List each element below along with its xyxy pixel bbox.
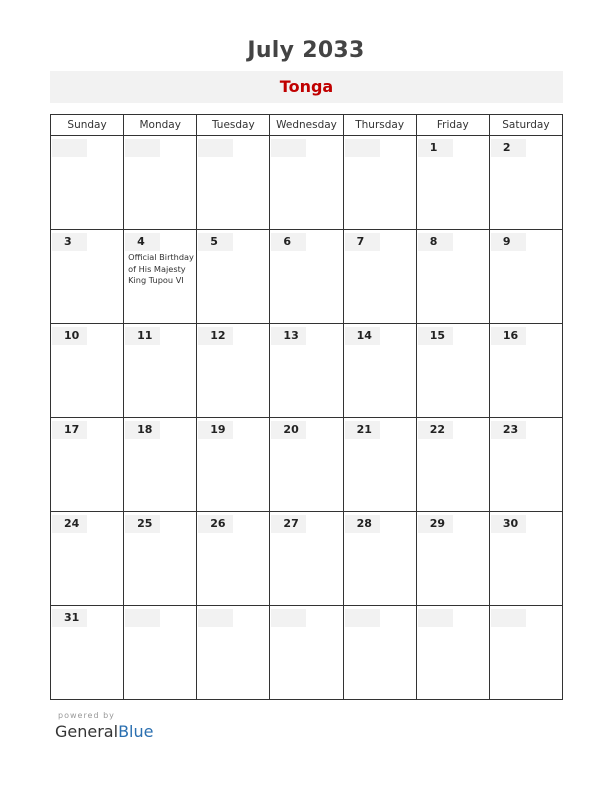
day-number: 9 (491, 233, 526, 251)
day-number (271, 609, 306, 627)
calendar-body (51, 136, 563, 700)
week-row (51, 230, 563, 324)
day-cell (270, 324, 343, 418)
day-cell (124, 418, 197, 512)
day-cell (343, 230, 416, 324)
day-number: 14 (345, 327, 380, 345)
day-number: 15 (418, 327, 453, 345)
day-cell (343, 136, 416, 230)
day-number: 23 (491, 421, 526, 439)
day-cell (197, 606, 270, 700)
day-cell (489, 512, 562, 606)
day-cell (124, 512, 197, 606)
weekday-thursday: Thursday (343, 115, 416, 136)
day-number: 26 (198, 515, 233, 533)
day-cell (197, 230, 270, 324)
day-cell (270, 418, 343, 512)
weekday-monday: Monday (124, 115, 197, 136)
day-cell (416, 136, 489, 230)
day-cell (489, 230, 562, 324)
day-number (198, 609, 233, 627)
day-number: 11 (125, 327, 160, 345)
day-number: 2 (491, 139, 526, 157)
day-number: 28 (345, 515, 380, 533)
day-cell (124, 606, 197, 700)
day-number: 1 (418, 139, 453, 157)
day-number: 4 (125, 233, 160, 251)
day-cell (270, 512, 343, 606)
weekday-wednesday: Wednesday (270, 115, 343, 136)
day-number (271, 139, 306, 157)
day-number: 29 (418, 515, 453, 533)
week-row (51, 606, 563, 700)
brand-logo (55, 722, 153, 741)
day-number: 16 (491, 327, 526, 345)
day-cell (416, 606, 489, 700)
day-cell (343, 606, 416, 700)
day-number: 20 (271, 421, 306, 439)
day-cell (343, 324, 416, 418)
day-number: 3 (52, 233, 87, 251)
day-number: 6 (271, 233, 306, 251)
day-cell (416, 418, 489, 512)
week-row (51, 512, 563, 606)
week-row (51, 324, 563, 418)
day-cell (416, 230, 489, 324)
day-number: 5 (198, 233, 233, 251)
day-number: 8 (418, 233, 453, 251)
day-cell (416, 512, 489, 606)
day-cell (343, 418, 416, 512)
day-number (418, 609, 453, 627)
weekday-tuesday: Tuesday (197, 115, 270, 136)
day-cell (489, 136, 562, 230)
day-number (345, 139, 380, 157)
day-number: 10 (52, 327, 87, 345)
holiday-label: Official Birthday of His Majesty King Tupou VI (128, 252, 194, 285)
day-cell (124, 324, 197, 418)
day-number: 24 (52, 515, 87, 533)
day-number: 21 (345, 421, 380, 439)
day-number: 17 (52, 421, 87, 439)
day-number (198, 139, 233, 157)
day-cell (197, 136, 270, 230)
day-cell (270, 230, 343, 324)
day-number: 12 (198, 327, 233, 345)
day-cell (51, 324, 124, 418)
day-cell (270, 606, 343, 700)
day-number (491, 609, 526, 627)
weekday-friday: Friday (416, 115, 489, 136)
day-number: 25 (125, 515, 160, 533)
week-row (51, 136, 563, 230)
day-cell (51, 606, 124, 700)
day-cell (489, 606, 562, 700)
calendar-grid (50, 114, 563, 700)
day-cell (124, 230, 197, 324)
day-cell (51, 230, 124, 324)
day-number (52, 139, 87, 157)
day-cell (197, 512, 270, 606)
day-cell (51, 512, 124, 606)
day-number: 18 (125, 421, 160, 439)
weekday-header-row (51, 115, 563, 136)
day-number: 13 (271, 327, 306, 345)
day-cell (197, 324, 270, 418)
day-cell (51, 136, 124, 230)
day-cell (270, 136, 343, 230)
weekday-sunday: Sunday (51, 115, 124, 136)
day-cell (343, 512, 416, 606)
day-number: 27 (271, 515, 306, 533)
calendar-title: July 2033 (247, 38, 365, 63)
country-label: Tonga (50, 71, 563, 103)
day-number: 19 (198, 421, 233, 439)
day-cell (51, 418, 124, 512)
brand-blue: Blue (118, 722, 154, 741)
day-number (125, 609, 160, 627)
day-cell (197, 418, 270, 512)
day-number: 31 (52, 609, 87, 627)
weekday-saturday: Saturday (489, 115, 562, 136)
day-number: 22 (418, 421, 453, 439)
day-number (125, 139, 160, 157)
powered-by-text: powered by (58, 711, 115, 720)
day-cell (416, 324, 489, 418)
day-cell (489, 418, 562, 512)
day-cell (489, 324, 562, 418)
day-cell (124, 136, 197, 230)
day-number: 30 (491, 515, 526, 533)
day-number: 7 (345, 233, 380, 251)
week-row (51, 418, 563, 512)
brand-general: General (55, 722, 119, 741)
day-number (345, 609, 380, 627)
